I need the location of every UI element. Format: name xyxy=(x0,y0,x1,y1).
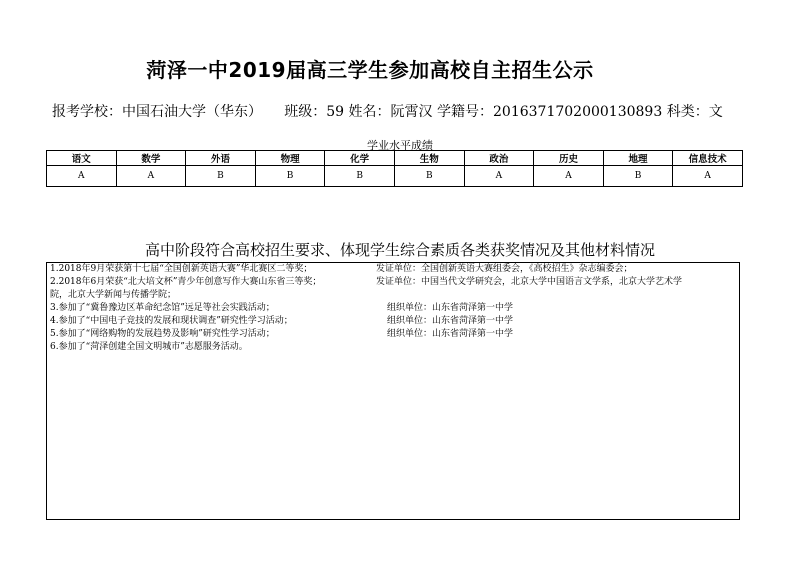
subject-header: 物理 xyxy=(255,151,325,166)
track-value: 文 xyxy=(708,104,723,120)
awards-box xyxy=(46,262,740,520)
scores-table xyxy=(46,150,743,187)
subject-header: 语文 xyxy=(47,151,117,166)
school-value: 中国石油大学（华东） xyxy=(122,104,262,120)
award-org-3: 组织单位：山东省菏泽第一中学 xyxy=(387,303,514,313)
award-line-1: 1.2018年9月荣获第十七届“全国创新英语大赛”华北赛区二等奖； xyxy=(50,264,313,274)
award-line-6: 6.参加了“菏泽创建全国文明城市”志愿服务活动。 xyxy=(50,342,248,352)
grade-cell: A xyxy=(116,166,186,187)
award-org-2: 发证单位：中国当代文学研究会，北京大学中国语言文学系，北京大学艺术学 xyxy=(376,277,683,287)
grade-cell: B xyxy=(325,166,395,187)
scores-section-title: 学业水平成绩 xyxy=(367,139,433,152)
class-label: 班级： xyxy=(284,104,327,120)
subject-header: 化学 xyxy=(325,151,395,166)
award-org-5: 组织单位：山东省菏泽第一中学 xyxy=(387,329,514,339)
student-info-line xyxy=(52,101,748,121)
award-line-5: 5.参加了“网络购物的发展趋势及影响”研究性学习活动； xyxy=(50,329,275,339)
grade-cell: B xyxy=(394,166,464,187)
award-org-1: 发证单位：全国创新英语大赛组委会，《高校招生》杂志编委会； xyxy=(376,264,633,274)
subject-header: 政治 xyxy=(464,151,534,166)
subject-header: 生物 xyxy=(394,151,464,166)
grade-cell: B xyxy=(603,166,673,187)
name-value: 阮霄汉 xyxy=(390,104,433,120)
school-label: 报考学校： xyxy=(52,104,122,120)
class-value: 59 xyxy=(326,104,345,120)
id-label: 学籍号： xyxy=(437,104,493,120)
award-line-2: 2.2018年6月荣获“北大培文杯”青少年创意写作大赛山东省三等奖； xyxy=(50,277,322,287)
subject-header: 信息技术 xyxy=(673,151,743,166)
award-org-4: 组织单位：山东省菏泽第一中学 xyxy=(387,316,514,326)
subject-header: 历史 xyxy=(534,151,604,166)
grade-cell: B xyxy=(186,166,256,187)
name-label: 姓名： xyxy=(348,104,391,120)
subject-header: 外语 xyxy=(186,151,256,166)
awards-section-title: 高中阶段符合高校招生要求、体现学生综合素质各类获奖情况及其他材料情况 xyxy=(144,241,655,259)
grade-cell: A xyxy=(464,166,534,187)
page-title: 菏泽一中2019届高三学生参加高校自主招生公示 xyxy=(146,58,594,82)
grade-cell: B xyxy=(255,166,325,187)
award-line-2-cont: 院，北京大学新闻与传播学院； xyxy=(50,290,177,300)
award-line-4: 4.参加了“中国电子竞技的发展和现状调查”研究性学习活动； xyxy=(50,316,293,326)
award-line-3: 3.参加了“冀鲁豫边区革命纪念馆”远足等社会实践活动； xyxy=(50,303,275,313)
grade-cell: A xyxy=(47,166,117,187)
grade-cell: A xyxy=(673,166,743,187)
track-label: 科类： xyxy=(666,104,709,120)
grade-cell: A xyxy=(534,166,604,187)
subject-header: 数学 xyxy=(116,151,186,166)
subject-header: 地理 xyxy=(603,151,673,166)
id-value: 2016371702000130893 xyxy=(493,104,663,120)
